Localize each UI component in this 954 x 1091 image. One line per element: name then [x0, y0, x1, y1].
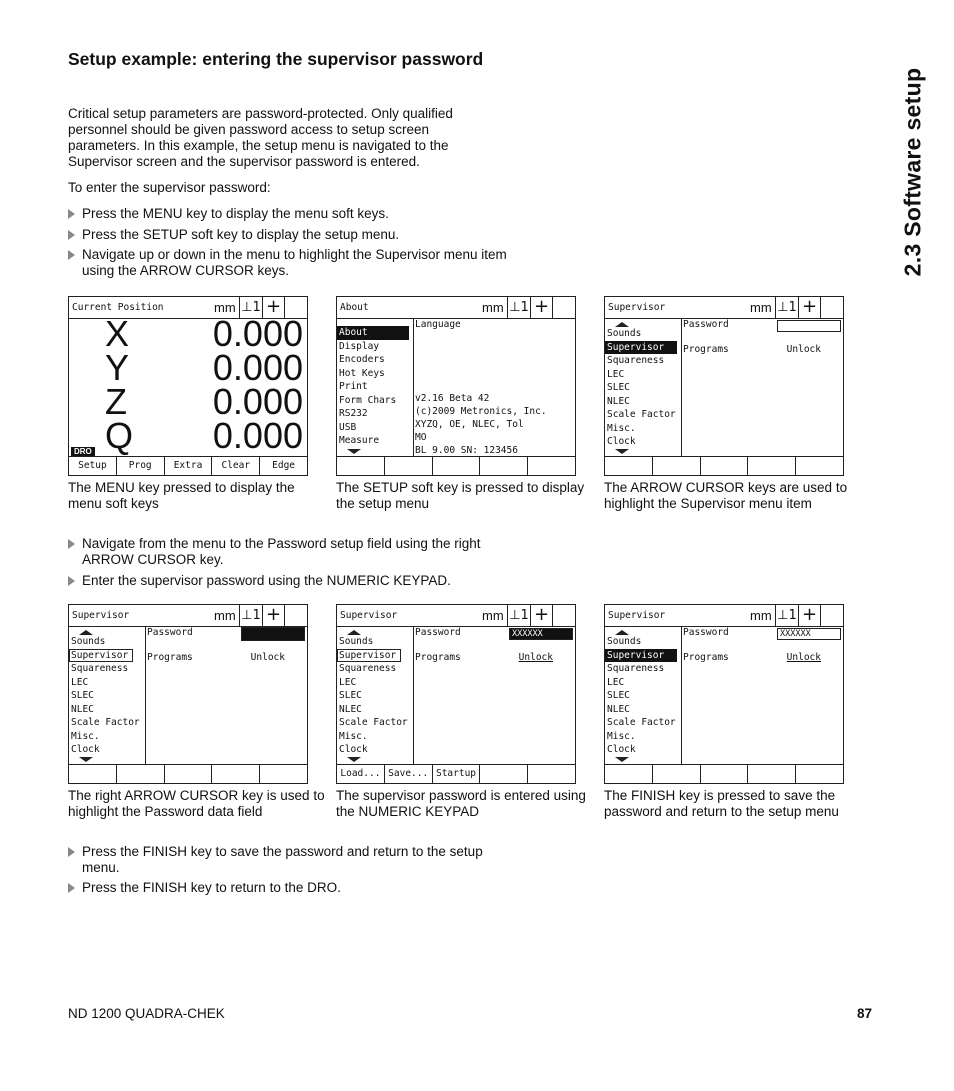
programs-value[interactable]: Unlock — [786, 344, 821, 355]
menu-item-clock[interactable]: Clock — [607, 744, 636, 755]
softkey[interactable] — [796, 457, 843, 475]
crosshair-icon: + — [263, 605, 285, 626]
bullet-arrow-icon — [68, 847, 75, 857]
screen-dro — [68, 296, 308, 476]
screen-title-bar: Supervisor mm ⊥1 + — [605, 605, 843, 627]
softkey[interactable] — [653, 765, 701, 783]
softkey[interactable] — [701, 457, 749, 475]
menu-item-sounds[interactable]: Sounds — [607, 636, 642, 647]
softkey[interactable] — [653, 457, 701, 475]
setup-menu — [337, 626, 414, 765]
menu-item-rs232[interactable]: RS232 — [339, 408, 368, 419]
menu-item-display[interactable]: Display — [339, 340, 380, 352]
menu-item-print[interactable]: Print — [339, 381, 368, 392]
supervisor-pane: Password Programs Unlock — [683, 318, 843, 457]
step-item: Navigate up or down in the menu to highlight the Supervisor menu item using the ARROW CURSOR keys. — [68, 247, 518, 279]
menu-item-squareness[interactable]: Squareness — [339, 663, 397, 674]
softkey-clear[interactable]: Clear — [212, 457, 260, 475]
screen-about — [336, 296, 576, 476]
menu-item-lec[interactable]: LEC — [607, 676, 625, 688]
figure-caption: The ARROW CURSOR keys are used to highlight the Supervisor menu item — [604, 480, 848, 511]
softkey-extra[interactable]: Extra — [165, 457, 213, 475]
crosshair-icon: + — [531, 297, 553, 318]
chapter-tab: 2.3 Software setup — [899, 67, 926, 277]
softkey[interactable] — [605, 765, 653, 783]
datum-icon: ⊥1 — [507, 297, 531, 318]
figure-caption: The supervisor password is entered using the NUMERIC KEYPAD — [336, 788, 586, 819]
softkey[interactable] — [701, 765, 749, 783]
menu-item-misc[interactable]: Misc. — [607, 422, 636, 434]
softkey[interactable] — [212, 765, 260, 783]
scroll-down-icon[interactable] — [79, 757, 93, 762]
softkey[interactable] — [165, 765, 213, 783]
axis-row: Y 0.000 — [105, 347, 303, 388]
softkey[interactable] — [433, 457, 481, 475]
supervisor-pane: Password XXXXXX Programs Unlock — [683, 626, 843, 765]
menu-item-lec[interactable]: LEC — [339, 676, 357, 688]
step-item: Enter the supervisor password using the NUMERIC KEYPAD. — [68, 573, 518, 589]
datum-icon: ⊥1 — [775, 605, 799, 626]
menu-item-misc[interactable]: Misc. — [339, 730, 368, 742]
softkey-prog[interactable]: Prog — [117, 457, 165, 475]
menu-item-supervisor[interactable]: Supervisor — [337, 649, 401, 663]
unit-indicator: mm — [482, 608, 504, 623]
setup-menu — [69, 626, 146, 765]
step-item: Press the MENU key to display the menu soft keys. — [68, 206, 518, 222]
page-number: 87 — [856, 1006, 872, 1021]
password-field[interactable]: XXXXXX — [509, 628, 573, 640]
datum-icon: ⊥1 — [239, 605, 263, 626]
menu-item-clock[interactable]: Clock — [607, 436, 636, 447]
softkey-edge[interactable]: Edge — [272, 460, 296, 471]
bullet-arrow-icon — [68, 576, 75, 586]
step-item: Press the FINISH key to return to the DRO. — [68, 880, 518, 896]
footer-product: ND 1200 QUADRA-CHEK — [68, 1006, 225, 1021]
menu-item-misc[interactable]: Misc. — [607, 730, 636, 742]
password-field[interactable]: XXXXXX — [777, 628, 841, 640]
programs-value[interactable]: Unlock — [250, 652, 285, 663]
figure-caption: The FINISH key is pressed to save the password and return to the setup menu — [604, 788, 839, 819]
figure-caption: The right ARROW CURSOR key is used to highlight the Password data field — [68, 788, 325, 819]
softkey[interactable] — [748, 765, 796, 783]
screen-password-entered — [336, 604, 576, 784]
axis-row: X 0.000 — [105, 313, 303, 354]
crosshair-icon: + — [799, 605, 821, 626]
softkey[interactable] — [385, 457, 433, 475]
scroll-down-icon[interactable] — [615, 757, 629, 762]
softkey-save[interactable]: Save... — [385, 765, 433, 783]
menu-item-clock[interactable]: Clock — [71, 744, 100, 755]
bullet-arrow-icon — [68, 539, 75, 549]
crosshair-icon: + — [799, 297, 821, 318]
figure-caption: The SETUP soft key is pressed to display the setup menu — [336, 480, 585, 511]
softkey[interactable] — [480, 765, 528, 783]
password-field[interactable] — [777, 320, 841, 332]
crosshair-icon: + — [263, 297, 285, 318]
datum-icon: ⊥1 — [775, 297, 799, 318]
softkey[interactable] — [69, 765, 117, 783]
supervisor-pane: Password Programs Unlock — [147, 626, 307, 765]
programs-value[interactable]: Unlock — [518, 652, 553, 663]
softkey[interactable] — [748, 457, 796, 475]
menu-item-scale-factor[interactable]: Scale Factor — [71, 717, 140, 728]
softkey-bar — [337, 764, 575, 783]
about-pane: Language v2.16 Beta 42 (c)2009 Metronics, Inc. XYZQ, OE, NLEC, Tol MO BL 9.00 SN: 123456 — [415, 319, 547, 456]
menu-item-nlec[interactable]: NLEC — [71, 703, 94, 715]
menu-item-hot-keys[interactable]: Hot Keys — [339, 367, 385, 379]
menu-item-form-chars[interactable]: Form Chars — [339, 394, 397, 406]
unit-indicator: mm — [750, 300, 772, 315]
menu-item-nlec[interactable]: NLEC — [339, 703, 362, 715]
scroll-down-icon[interactable] — [347, 757, 361, 762]
screen-title-bar: Supervisor mm ⊥1 + — [69, 605, 307, 627]
menu-item-slec[interactable]: SLEC — [607, 382, 630, 393]
screen-title-bar: Supervisor mm ⊥1 + — [337, 605, 575, 627]
screen-supervisor-menu — [604, 296, 844, 476]
step-item: Press the SETUP soft key to display the setup menu. — [68, 227, 518, 243]
datum-icon: ⊥1 — [507, 605, 531, 626]
bullet-arrow-icon — [68, 250, 75, 260]
softkey[interactable] — [480, 457, 528, 475]
menu-item-slec[interactable]: SLEC — [71, 690, 94, 701]
menu-item-misc[interactable]: Misc. — [71, 730, 100, 742]
bullet-arrow-icon — [68, 883, 75, 893]
supervisor-pane: Password XXXXXX Programs Unlock — [415, 626, 575, 765]
menu-item-scale-factor[interactable]: Scale Factor — [607, 717, 676, 728]
scroll-down-icon[interactable] — [615, 449, 629, 454]
menu-item-supervisor[interactable]: Supervisor — [605, 341, 677, 355]
menu-item-sounds[interactable]: Sounds — [71, 636, 106, 647]
unit-indicator: mm — [482, 300, 504, 315]
menu-item-scale-factor[interactable]: Scale Factor — [607, 409, 676, 420]
softkey[interactable] — [337, 457, 385, 475]
step-item: Press the FINISH key to save the password and return to the setup menu. — [68, 844, 518, 876]
programs-value[interactable]: Unlock — [786, 652, 821, 663]
intro-paragraph: Critical setup parameters are password-protected. Only qualified personnel should be given password access to setup screen parameters. In this example, the setup menu is navigated to the Supervisor screen and the supervisor password is entered. — [68, 106, 453, 169]
setup-menu — [605, 318, 682, 457]
screen-password-saved — [604, 604, 844, 784]
scroll-down-icon[interactable] — [347, 449, 361, 454]
menu-item-lec[interactable]: LEC — [71, 676, 89, 688]
menu-item-nlec[interactable]: NLEC — [607, 395, 630, 407]
softkey[interactable] — [796, 765, 843, 783]
menu-item-usb[interactable]: USB — [339, 421, 357, 433]
menu-item-slec[interactable]: SLEC — [339, 690, 362, 701]
crosshair-icon: + — [531, 605, 553, 626]
softkey-setup[interactable]: Setup — [69, 457, 117, 475]
softkey[interactable] — [528, 457, 575, 475]
section-title: Setup example: entering the supervisor password — [68, 49, 484, 69]
step-item: Navigate from the menu to the Password setup field using the right ARROW CURSOR key. — [68, 536, 518, 568]
menu-item-nlec[interactable]: NLEC — [607, 703, 630, 715]
softkey[interactable] — [117, 765, 165, 783]
screen-title-bar: Supervisor mm ⊥1 + — [605, 297, 843, 319]
figure-caption: The MENU key pressed to display the menu soft keys — [68, 480, 295, 511]
menu-item-supervisor[interactable]: Supervisor — [69, 649, 133, 663]
softkey-bar — [605, 764, 843, 783]
password-field[interactable] — [241, 627, 305, 641]
menu-item-squareness[interactable]: Squareness — [607, 355, 665, 366]
dro-tag: DRO — [71, 447, 95, 456]
menu-item-squareness[interactable]: Squareness — [607, 663, 665, 674]
softkey-startup[interactable]: Startup — [433, 765, 481, 783]
menu-item-clock[interactable]: Clock — [339, 744, 368, 755]
axis-row: Q 0.000 — [105, 415, 303, 456]
bullet-arrow-icon — [68, 209, 75, 219]
unit-indicator: mm — [214, 608, 236, 623]
menu-item-sounds[interactable]: Sounds — [339, 636, 374, 647]
menu-item-lec[interactable]: LEC — [607, 368, 625, 380]
menu-item-slec[interactable]: SLEC — [607, 690, 630, 701]
menu-item-sounds[interactable]: Sounds — [607, 328, 642, 339]
screen-password-highlight — [68, 604, 308, 784]
datum-icon: ⊥1 — [239, 297, 263, 318]
lead-text: To enter the supervisor password: — [68, 180, 271, 195]
softkey-bar — [69, 456, 307, 475]
menu-item-encoders[interactable]: Encoders — [339, 354, 385, 365]
menu-item-supervisor[interactable]: Supervisor — [605, 649, 677, 663]
axis-row: Z 0.000 — [105, 381, 303, 422]
softkey[interactable] — [260, 765, 307, 783]
softkey-bar — [337, 456, 575, 475]
unit-indicator: mm — [750, 608, 772, 623]
setup-menu — [337, 318, 414, 457]
menu-item-squareness[interactable]: Squareness — [71, 663, 129, 674]
softkey-load[interactable]: Load... — [337, 765, 385, 783]
menu-item-measure[interactable]: Measure — [339, 435, 380, 446]
menu-item-about[interactable]: About — [337, 326, 409, 340]
menu-item-scale-factor[interactable]: Scale Factor — [339, 717, 408, 728]
softkey[interactable] — [605, 457, 653, 475]
setup-menu — [605, 626, 682, 765]
unit-indicator: mm — [214, 300, 236, 315]
screen-title-bar: About mm ⊥1 + — [337, 297, 575, 319]
screen-title-bar: Current Position mm ⊥1 + — [69, 297, 307, 319]
softkey-bar — [69, 764, 307, 783]
bullet-arrow-icon — [68, 230, 75, 240]
softkey-bar — [605, 456, 843, 475]
softkey[interactable] — [528, 765, 575, 783]
